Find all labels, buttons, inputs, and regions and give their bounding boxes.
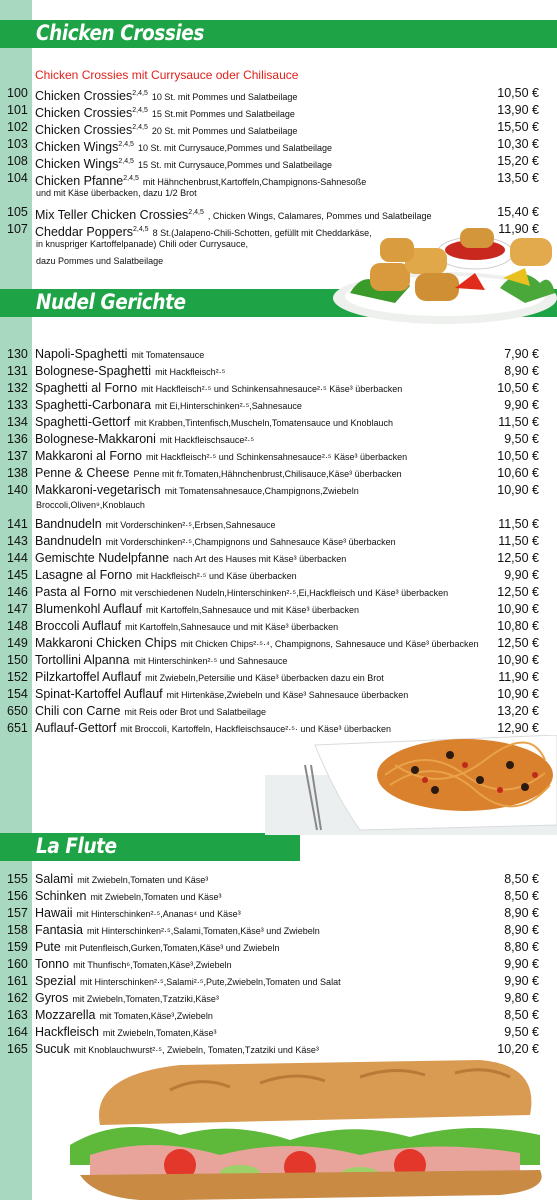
item-name-text: Pilzkartoffel Auflauf <box>35 670 142 684</box>
item-price: 10,50 € <box>497 86 539 100</box>
menu-item-row <box>0 85 557 102</box>
item-description-line <box>35 720 541 738</box>
item-detail: mit Hirtenkäse,Zwiebeln und Käse³ Sahnesauce überbacken <box>166 690 409 700</box>
item-number: 155 <box>7 872 28 886</box>
item-price: 10,50 € <box>497 449 539 463</box>
menu-item-row <box>0 465 557 482</box>
item-description-line <box>35 550 541 568</box>
item-number: 105 <box>7 205 28 219</box>
menu-item-row <box>0 516 557 533</box>
item-name <box>35 653 130 667</box>
item-name <box>35 923 83 937</box>
item-description-line <box>35 686 541 704</box>
item-name <box>35 636 177 650</box>
item-name-text: Tortollini Alpanna <box>35 653 130 667</box>
menu-item-row <box>0 448 557 465</box>
item-price: 8,50 € <box>504 872 539 886</box>
item-name <box>35 89 148 103</box>
item-name-text: Sucuk <box>35 1042 70 1056</box>
item-number: 159 <box>7 940 28 954</box>
item-description-line <box>35 431 541 449</box>
item-price: 10,80 € <box>497 619 539 633</box>
item-detail: mit Hähnchenbrust,Kartoffeln,Champignons-Sahnesoße <box>142 177 367 187</box>
item-number: 152 <box>7 670 28 684</box>
item-name-text: Pasta al Forno <box>35 585 117 599</box>
menu-item-row <box>0 973 557 990</box>
item-price: 8,90 € <box>504 364 539 378</box>
item-name-text: Bandnudeln <box>35 534 102 548</box>
menu-item-row <box>0 204 557 221</box>
menu-item-row <box>0 397 557 414</box>
item-detail: mit Hackfleisch²·⁵ <box>155 367 226 377</box>
item-detail-continued: dazu Pommes und Salatbeilage <box>36 256 164 266</box>
item-number: 143 <box>7 534 28 548</box>
item-description-line <box>35 380 541 398</box>
item-detail: mit Hinterschinken²·⁵,Ananas⁴ und Käse³ <box>76 909 241 919</box>
item-price: 10,90 € <box>497 653 539 667</box>
item-name-text: Lasagne al Forno <box>35 568 133 582</box>
item-description-line <box>35 465 541 483</box>
item-number: 102 <box>7 120 28 134</box>
item-number: 165 <box>7 1042 28 1056</box>
item-name <box>35 449 142 463</box>
item-description-line <box>35 922 541 940</box>
item-name-text: Hawaii <box>35 906 73 920</box>
item-description-line <box>35 973 541 991</box>
item-description-line <box>35 1007 541 1025</box>
item-detail: mit Vorderschinken²·⁵,Erbsen,Sahnesauce <box>105 520 276 530</box>
item-number: 158 <box>7 923 28 937</box>
item-name <box>35 466 130 480</box>
item-description-line <box>35 448 541 466</box>
item-description-line <box>35 533 541 551</box>
item-price: 9,90 € <box>504 957 539 971</box>
section-subtitle-chicken: Chicken Crossies mit Currysauce oder Chilisauce <box>35 68 299 82</box>
menu-item-row <box>0 414 557 431</box>
item-name <box>35 1025 99 1039</box>
allergen-superscript: 2,4,5 <box>118 141 134 148</box>
item-price: 11,90 € <box>498 670 539 684</box>
item-name-text: Mozzarella <box>35 1008 96 1022</box>
menu-item-row <box>0 550 557 567</box>
item-number: 157 <box>7 906 28 920</box>
item-price: 9,90 € <box>504 568 539 582</box>
item-detail: mit Zwiebeln,Petersilie und Käse³ überbacken dazu ein Brot <box>145 673 384 683</box>
item-number: 149 <box>7 636 28 650</box>
item-number: 650 <box>7 704 28 718</box>
item-price: 11,50 € <box>498 517 539 531</box>
item-name-text: Makkaroni-vegetarisch <box>35 483 161 497</box>
item-detail: mit Hinterschinken²·⁵ und Sahnesauce <box>133 656 288 666</box>
item-detail: mit Hackfleisch²·⁵ und Käse überbacken <box>136 571 297 581</box>
item-name-text: Cheddar Poppers <box>35 225 133 239</box>
item-name <box>35 1008 95 1022</box>
item-name <box>35 106 148 120</box>
menu-item-row <box>0 584 557 601</box>
item-name <box>35 872 73 886</box>
allergen-superscript: 2,4,5 <box>123 175 139 182</box>
item-description-line <box>35 601 541 619</box>
item-detail: mit Kartoffeln,Sahnesauce und mit Käse³ überbacken <box>146 605 359 615</box>
section-title-nudel: Nudel Gerichte <box>36 290 186 314</box>
item-name-text: Makkaroni Chicken Chips <box>35 636 177 650</box>
menu-item-row <box>0 990 557 1007</box>
item-name-text: Chicken Crossies <box>35 106 133 120</box>
item-price: 15,40 € <box>497 205 539 219</box>
menu-item-row <box>0 136 557 153</box>
item-detail-continued: und mit Käse überbacken, dazu 1/2 Brot <box>36 188 197 198</box>
item-number: 107 <box>7 222 28 236</box>
item-name <box>35 157 134 171</box>
menu-item-row <box>0 905 557 922</box>
item-price: 8,80 € <box>504 940 539 954</box>
item-name <box>35 687 163 701</box>
menu-item-row <box>0 871 557 888</box>
item-description-line <box>35 1041 541 1059</box>
menu-item-row <box>0 652 557 669</box>
item-name <box>35 670 141 684</box>
item-price: 9,50 € <box>504 1025 539 1039</box>
item-detail: mit Zwiebeln,Tomaten und Käse³ <box>77 875 209 885</box>
item-price: 8,90 € <box>504 923 539 937</box>
item-description-line <box>35 652 541 670</box>
item-detail: 15 St. mit Currysauce,Pommes und Salatbeilage <box>137 160 333 170</box>
item-description-line <box>35 703 541 721</box>
item-number: 154 <box>7 687 28 701</box>
item-description-line <box>35 905 541 923</box>
item-detail: 15 St.mit Pommes und Salatbeilage <box>151 109 295 119</box>
item-description-line <box>35 363 541 381</box>
item-name <box>35 585 116 599</box>
item-number: 651 <box>7 721 28 735</box>
item-number: 145 <box>7 568 28 582</box>
item-price: 15,50 € <box>497 120 539 134</box>
item-number: 101 <box>7 103 28 117</box>
item-description-line <box>35 414 541 432</box>
item-number: 141 <box>7 517 28 531</box>
item-detail: mit verschiedenen Nudeln,Hinterschinken²·⁵,Ei,Hackfleisch und Käse³ überbacken <box>120 588 449 598</box>
item-detail: mit Reis oder Brot und Salatbeilage <box>124 707 267 717</box>
item-price: 11,50 € <box>498 415 539 429</box>
item-detail: mit Kartoffeln,Sahnesauce und mit Käse³ überbacken <box>125 622 339 632</box>
item-price: 11,90 € <box>498 222 539 236</box>
baguette-photo <box>60 1055 557 1200</box>
menu-item-row <box>0 888 557 905</box>
item-number: 163 <box>7 1008 28 1022</box>
item-price: 10,50 € <box>497 381 539 395</box>
menu-item-row <box>0 703 557 720</box>
item-price: 13,20 € <box>497 704 539 718</box>
item-name <box>35 957 69 971</box>
item-name-text: Spaghetti-Gettorf <box>35 415 131 429</box>
item-name <box>35 398 151 412</box>
item-detail: mit Hackfleischsauce²·⁵ <box>159 435 255 445</box>
item-number: 140 <box>7 483 28 497</box>
item-price: 10,30 € <box>497 137 539 151</box>
menu-item-row <box>0 119 557 136</box>
item-name-text: Salami <box>35 872 74 886</box>
item-number: 133 <box>7 398 28 412</box>
item-name <box>35 123 148 137</box>
item-name <box>35 991 68 1005</box>
item-name-text: Gemischte Nudelpfanne <box>35 551 170 565</box>
item-price: 13,90 € <box>497 103 539 117</box>
item-name-text: Penne & Cheese <box>35 466 130 480</box>
item-name-text: Auflauf-Gettorf <box>35 721 117 735</box>
item-name <box>35 1042 70 1056</box>
item-number: 150 <box>7 653 28 667</box>
item-description-line <box>35 584 541 602</box>
section-band-flute <box>0 833 300 861</box>
item-description-line <box>35 1024 541 1042</box>
item-detail: mit Hinterschinken²·⁵,Salami,Tomaten,Käse³ und Zwiebeln <box>86 926 320 936</box>
item-name <box>35 619 121 633</box>
item-name <box>35 483 161 497</box>
item-detail: mit Hinterschinken²·⁵,Salami²·⁵,Pute,Zwiebeln,Tomaten und Salat <box>80 977 341 987</box>
item-detail: mit Ei,Hinterschinken²·⁵,Sahnesauce <box>155 401 302 411</box>
allergen-superscript: 2,4,5 <box>132 90 148 97</box>
item-price: 10,90 € <box>497 483 539 497</box>
item-detail: mit Vorderschinken²·⁵,Champignons und Sahnesauce Käse³ überbacken <box>105 537 396 547</box>
item-detail: mit Zwiebeln,Tomaten,Käse³ <box>102 1028 217 1038</box>
item-detail: mit Zwiebeln,Tomaten und Käse³ <box>90 892 222 902</box>
item-name-text: Chicken Crossies <box>35 123 133 137</box>
item-detail: mit Tomatensahnesauce,Champignons,Zwiebeln <box>164 486 359 496</box>
item-description-line <box>35 567 541 585</box>
item-number: 108 <box>7 154 28 168</box>
item-number: 144 <box>7 551 28 565</box>
item-number: 137 <box>7 449 28 463</box>
item-name-text: Spinat-Kartoffel Auflauf <box>35 687 163 701</box>
item-name <box>35 534 102 548</box>
item-name-text: Spaghetti-Carbonara <box>35 398 152 412</box>
item-detail: mit Tomaten,Käse³,Zwiebeln <box>99 1011 213 1021</box>
menu-item-row <box>0 102 557 119</box>
menu-item-row <box>0 601 557 618</box>
section-title-flute: La Flute <box>36 834 117 858</box>
item-description-line <box>35 871 541 889</box>
item-price: 9,90 € <box>504 974 539 988</box>
item-price: 11,50 € <box>498 534 539 548</box>
allergen-superscript: 2,4,5 <box>118 158 134 165</box>
item-name <box>35 517 102 531</box>
item-detail: 10 St. mit Currysauce,Pommes und Salatbeilage <box>137 143 333 153</box>
item-number: 104 <box>7 171 28 185</box>
item-detail: mit Chicken Chips²·⁵·⁴, Champignons, Sahnesauce und Käse³ überbacken <box>180 639 479 649</box>
allergen-superscript: 2,4,5 <box>132 124 148 131</box>
menu-item-row <box>0 956 557 973</box>
menu-item-row <box>0 221 557 238</box>
item-description-line <box>35 939 541 957</box>
item-name-text: Napoli-Spaghetti <box>35 347 128 361</box>
menu-item-row <box>0 1041 557 1058</box>
item-name-text: Tonno <box>35 957 70 971</box>
section-underbar <box>32 318 322 342</box>
item-number: 131 <box>7 364 28 378</box>
item-price: 13,50 € <box>497 171 539 185</box>
item-detail: mit Tomatensauce <box>131 350 205 360</box>
spaghetti-photo <box>265 735 557 835</box>
section-band-chicken <box>0 20 557 48</box>
item-description-line <box>35 669 541 687</box>
menu-item-row <box>0 1024 557 1041</box>
item-name <box>35 568 132 582</box>
item-price: 8,90 € <box>504 906 539 920</box>
item-number: 146 <box>7 585 28 599</box>
menu-item-row <box>0 170 557 187</box>
item-name <box>35 889 86 903</box>
item-description-line <box>35 956 541 974</box>
item-name-text: Bolognese-Spaghetti <box>35 364 152 378</box>
item-name <box>35 704 120 718</box>
item-price: 15,20 € <box>497 154 539 168</box>
item-number: 132 <box>7 381 28 395</box>
item-detail: mit Krabben,Tintenfisch,Muscheln,Tomatensauce und Knoblauch <box>134 418 394 428</box>
menu-item-row <box>0 431 557 448</box>
item-number: 134 <box>7 415 28 429</box>
item-description-line <box>35 516 541 534</box>
menu-item-row <box>0 567 557 584</box>
item-detail-continued: Broccoli,Oliven⁹,Knoblauch <box>36 500 145 510</box>
item-price: 10,90 € <box>497 687 539 701</box>
item-detail: mit Knoblauchwurst²·⁵, Zwiebeln, Tomaten,Tzatziki und Käse³ <box>73 1045 319 1055</box>
item-name-text: Pute <box>35 940 61 954</box>
item-number: 156 <box>7 889 28 903</box>
item-name <box>35 347 127 361</box>
item-name <box>35 940 61 954</box>
item-price: 9,90 € <box>504 398 539 412</box>
item-price: 12,50 € <box>497 585 539 599</box>
item-name <box>35 721 116 735</box>
item-name-text: Spezial <box>35 974 76 988</box>
item-name-text: Gyros <box>35 991 69 1005</box>
item-name-text: Fantasia <box>35 923 83 937</box>
item-description-line <box>35 990 541 1008</box>
item-description-line <box>35 618 541 636</box>
item-name-text: Mix Teller Chicken Crossies <box>35 208 189 222</box>
item-detail: 20 St. mit Pommes und Salatbeilage <box>151 126 298 136</box>
menu-item-row <box>0 380 557 397</box>
item-detail: Penne mit fr.Tomaten,Hähnchenbrust,Chilisauce,Käse³ überbacken <box>133 469 402 479</box>
menu-item-row <box>0 482 557 499</box>
menu-item-row <box>0 669 557 686</box>
item-name <box>35 974 76 988</box>
item-detail: mit Hackfleisch²·⁵ und Schinkensahnesauce²·⁵ Käse³ überbacken <box>141 384 403 394</box>
item-detail: mit Zwiebeln,Tomaten,Tzatziki,Käse³ <box>72 994 219 1004</box>
item-name-text: Chili con Carne <box>35 704 121 718</box>
item-price: 8,50 € <box>504 889 539 903</box>
menu-item-row <box>0 346 557 363</box>
item-name <box>35 381 137 395</box>
item-number: 164 <box>7 1025 28 1039</box>
item-number: 161 <box>7 974 28 988</box>
item-detail: mit Putenfleisch,Gurken,Tomaten,Käse³ und Zwiebeln <box>64 943 280 953</box>
item-detail: 10 St. mit Pommes und Salatbeilage <box>151 92 298 102</box>
menu-item-row <box>0 686 557 703</box>
item-name <box>35 602 142 616</box>
item-name <box>35 432 156 446</box>
item-name <box>35 364 151 378</box>
allergen-superscript: 2,4,5 <box>132 226 149 233</box>
item-name-text: Chicken Pfanne <box>35 174 124 188</box>
menu-item-row <box>0 635 557 652</box>
item-description-line <box>35 888 541 906</box>
menu-item-row <box>0 922 557 939</box>
menu-item-row <box>0 618 557 635</box>
item-name-text: Blumenkohl Auflauf <box>35 602 143 616</box>
item-number: 100 <box>7 86 28 100</box>
item-name-text: Hackfleisch <box>35 1025 99 1039</box>
item-price: 10,60 € <box>497 466 539 480</box>
allergen-superscript: 2,4,5 <box>132 107 148 114</box>
item-number: 160 <box>7 957 28 971</box>
item-name <box>35 140 134 154</box>
menu-item-row <box>0 363 557 380</box>
item-description-line <box>35 635 541 653</box>
item-price: 7,90 € <box>504 347 539 361</box>
item-price: 8,50 € <box>504 1008 539 1022</box>
item-name <box>35 208 204 222</box>
item-detail-continued: in knuspriger Kartoffelpanade) Chili oder Currysauce, <box>36 239 248 249</box>
item-detail: mit Broccoli, Kartoffeln, Hackfleischsauce²·⁵· und Käse³ überbacken <box>120 724 391 734</box>
menu-item-row <box>0 1007 557 1024</box>
item-description-line <box>35 346 541 364</box>
menu-item-row <box>0 720 557 737</box>
item-price: 10,90 € <box>497 602 539 616</box>
item-name <box>35 906 73 920</box>
allergen-superscript: 2,4,5 <box>188 209 204 216</box>
item-name <box>35 415 130 429</box>
item-name-text: Spaghetti al Forno <box>35 381 138 395</box>
item-detail: nach Art des Hauses mit Käse³ überbacken <box>173 554 347 564</box>
item-name-text: Broccoli Auflauf <box>35 619 122 633</box>
item-number: 148 <box>7 619 28 633</box>
item-number: 138 <box>7 466 28 480</box>
item-name-text: Makkaroni al Forno <box>35 449 142 463</box>
item-description-line <box>35 397 541 415</box>
menu-item-row <box>0 533 557 550</box>
item-price: 12,90 € <box>497 721 539 735</box>
item-name-text: Chicken Wings <box>35 140 119 154</box>
menu-item-row <box>0 153 557 170</box>
item-detail: , Chicken Wings, Calamares, Pommes und Salatbeilage <box>207 211 432 221</box>
item-name-text: Bandnudeln <box>35 517 102 531</box>
item-name-text: Schinken <box>35 889 87 903</box>
item-name <box>35 551 169 565</box>
item-price: 9,50 € <box>504 432 539 446</box>
item-number: 130 <box>7 347 28 361</box>
menu-item-row <box>0 939 557 956</box>
item-number: 147 <box>7 602 28 616</box>
item-name-text: Chicken Crossies <box>35 89 133 103</box>
item-detail: 8 St.(Jalapeno-Chili-Schotten, gefüllt mit Cheddarkäse, <box>152 228 372 238</box>
item-name-text: Bolognese-Makkaroni <box>35 432 156 446</box>
section-title-chicken: Chicken Crossies <box>36 21 204 45</box>
item-price: 12,50 € <box>497 636 539 650</box>
item-detail: mit Thunfisch⁶,Tomaten,Käse³,Zwiebeln <box>73 960 232 970</box>
item-number: 136 <box>7 432 28 446</box>
item-price: 10,20 € <box>497 1042 539 1056</box>
item-number: 103 <box>7 137 28 151</box>
item-price: 9,80 € <box>504 991 539 1005</box>
item-detail: mit Hackfleisch²·⁵ und Schinkensahnesauce²·⁵ Käse³ überbacken <box>146 452 408 462</box>
item-number: 162 <box>7 991 28 1005</box>
item-price: 12,50 € <box>497 551 539 565</box>
item-name-text: Chicken Wings <box>35 157 119 171</box>
